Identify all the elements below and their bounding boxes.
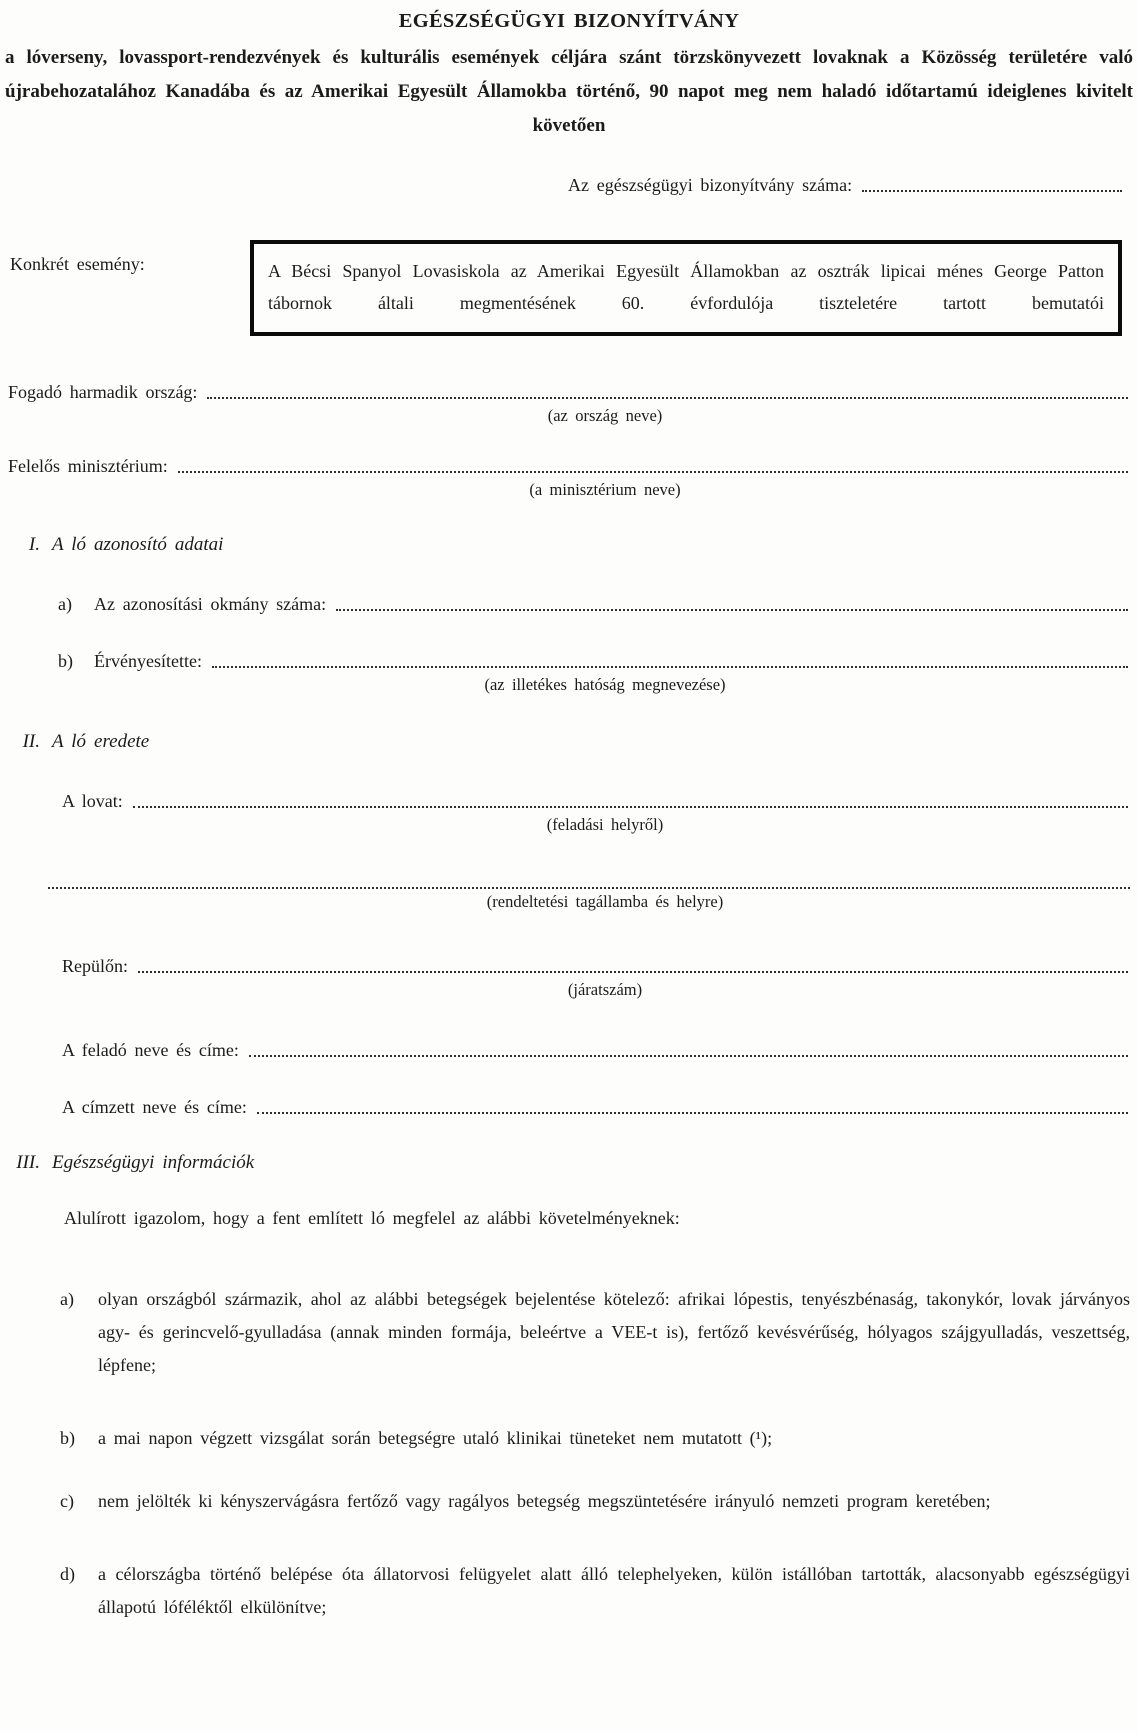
page-subtitle: a lóverseny, lovassport-rendezvények és kulturális események céljára szánt törzskönyvezett lovaknak a Közösség területére való újrabehozatalához Kanadába és az Amerikai Egyesült Államokba történő, 90 napot meg nem haladó időtartamú ideiglenes kivitelt követően [5,47,1133,136]
consignor-label: A feladó neve és címe: [62,1040,239,1060]
event-label: Konkrét esemény: [10,254,145,274]
validated-by-hint: (az illetékes hatóság megnevezése) [484,675,726,694]
ministry-row [8,456,1128,477]
validated-by-row [58,651,1128,672]
health-item-b [60,1422,1130,1455]
event-row [0,240,1138,336]
consignor-blank [249,1055,1128,1057]
validated-by-blank [212,666,1128,668]
consignee-label: A címzett neve és címe: [62,1097,247,1117]
identification-document-blank [336,609,1128,611]
section-1-heading [8,534,1138,556]
consignee-row [62,1097,1128,1118]
certificate-number-blank [862,190,1122,192]
dispatch-place-row [62,791,1128,812]
identification-document-row [58,594,1128,615]
flight-label: Repülőn: [62,956,128,976]
health-declaration-intro: Alulírott igazolom, hogy a fent említett ló megfelel az alábbi követelményeknek: [64,1208,680,1228]
certificate-number-row [568,175,1122,196]
consignor-row [62,1040,1128,1061]
destination-blank [48,887,1130,889]
health-item-c [60,1485,1130,1518]
health-item-a-marker: a) [60,1289,74,1309]
section-1-title: A ló azonosító adatai [52,534,224,555]
identification-document-label: Az azonosítási okmány száma: [94,594,327,614]
flight-blank [138,971,1128,973]
item-a-marker: a) [58,594,72,614]
section-3-heading [8,1152,1138,1174]
section-2-heading [8,731,1138,753]
section-1-number: I. [28,534,40,555]
receiving-country-blank [207,397,1128,399]
health-item-b-marker: b) [60,1428,75,1448]
flight-row [62,956,1128,977]
health-item-d-marker: d) [60,1564,75,1584]
section-2-number: II. [22,731,40,752]
flight-hint: (járatszám) [567,980,643,999]
receiving-country-row [8,382,1128,403]
item-b-marker: b) [58,651,73,671]
health-item-c-marker: c) [60,1491,74,1511]
consignee-blank [257,1112,1128,1114]
dispatch-place-hint: (feladási helyről) [546,815,664,834]
page-title: EGÉSZSÉGÜGYI BIZONYÍTVÁNY [398,10,740,32]
destination-hint: (rendeltetési tagállamba és helyre) [486,892,724,911]
health-item-a-text: olyan országból származik, ahol az alábbi betegségek bejelentése kötelező: afrikai lópestis, tenyészbénaság, takonykór, lovak járványos agy- és gerincvelő-gyulladása (annak minden formája, beleértve a VEE-t is), fertőző kevésvérűség, hólyagos szájgyulladás, veszettség, lépfene; [98,1289,1130,1375]
section-3-title: Egészségügyi információk [52,1152,255,1173]
health-item-c-text: nem jelölték ki kényszervágásra fertőző vagy ragályos betegség megszüntetésére irányuló nemzeti program keretében; [98,1491,991,1511]
health-item-d-text: a célországba történő belépése óta állatorvosi felügyelet alatt álló telephelyeken, külön istállóban tartották, alacsonyabb egészségügyi állapotú lóféléktől elkülönítve; [98,1564,1130,1617]
validated-by-label: Érvényesítette: [94,651,202,671]
health-item-d [60,1558,1130,1624]
event-description-box: A Bécsi Spanyol Lovasiskola az Amerikai Egyesült Államokban az osztrák lipicai ménes George Patton tábornok általi megmentésének 60. évfordulója tiszteletére tartott bemutatói [250,240,1122,336]
section-3-number: III. [16,1152,40,1173]
section-2-title: A ló eredete [52,731,150,752]
ministry-hint: (a minisztérium neve) [529,480,681,499]
health-item-b-text: a mai napon végzett vizsgálat során betegségre utaló klinikai tüneteket nem mutatott (¹); [98,1428,773,1448]
dispatch-place-label: A lovat: [62,791,123,811]
dispatch-place-blank [133,806,1128,808]
health-item-a [60,1283,1130,1382]
certificate-number-label: Az egészségügyi bizonyítvány száma: [568,175,853,195]
ministry-label: Felelős minisztérium: [8,456,168,476]
receiving-country-hint: (az ország neve) [547,406,663,425]
ministry-blank [178,471,1128,473]
receiving-country-label: Fogadó harmadik ország: [8,382,198,402]
